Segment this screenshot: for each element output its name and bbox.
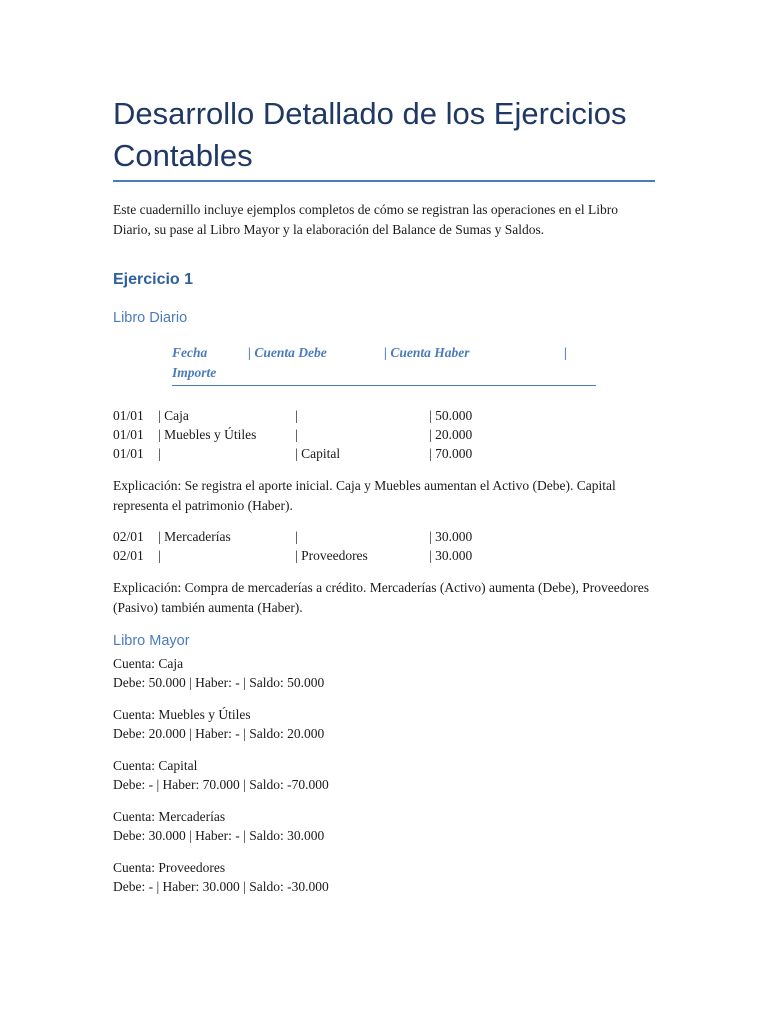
header-cuenta-debe: | Cuenta Debe bbox=[248, 345, 327, 360]
row-importe: | 20.000 bbox=[429, 427, 473, 442]
title-divider bbox=[113, 180, 655, 182]
row-importe: | 30.000 bbox=[429, 548, 473, 563]
row-cuenta-haber: | Proveedores bbox=[295, 548, 368, 563]
row-importe: | 30.000 bbox=[429, 529, 473, 544]
account-name: Cuenta: Muebles y Útiles bbox=[113, 707, 251, 722]
libro-diario-heading: Libro Diario bbox=[113, 310, 188, 326]
document-title: Desarrollo Detallado de los Ejercicios Contables bbox=[113, 96, 627, 173]
row-cuenta-debe: | Mercaderías bbox=[158, 529, 231, 544]
header-fecha: Fecha bbox=[172, 345, 208, 360]
account-name: Cuenta: Proveedores bbox=[113, 860, 226, 875]
explanation-2: Explicación: Compra de mercaderías a crédito. Mercaderías (Activo) aumenta (Debe), Proveedores (Pasivo) también aumenta (Haber). bbox=[113, 580, 650, 615]
row-cuenta-haber: | bbox=[295, 529, 298, 544]
row-cuenta-haber: | bbox=[295, 408, 298, 423]
account-detail: Debe: 30.000 | Haber: - | Saldo: 30.000 bbox=[113, 828, 325, 843]
row-importe: | 50.000 bbox=[429, 408, 473, 423]
exercise-heading: Ejercicio 1 bbox=[113, 271, 194, 288]
account-name: Cuenta: Mercaderías bbox=[113, 809, 226, 824]
account-name: Cuenta: Caja bbox=[113, 656, 184, 671]
header-underline bbox=[172, 385, 596, 386]
row-cuenta-haber: | Capital bbox=[295, 446, 341, 461]
header-separator: | bbox=[564, 345, 567, 360]
explanation-1: Explicación: Se registra el aporte inicial. Caja y Muebles aumentan el Activo (Debe). Capital representa el patrimonio (Haber). bbox=[113, 478, 616, 513]
account-detail: Debe: 20.000 | Haber: - | Saldo: 20.000 bbox=[113, 726, 325, 741]
row-fecha: 01/01 bbox=[113, 427, 144, 442]
row-cuenta-haber: | bbox=[295, 427, 298, 442]
row-cuenta-debe: | Muebles y Útiles bbox=[158, 427, 257, 442]
row-fecha: 02/01 bbox=[113, 548, 144, 563]
row-fecha: 02/01 bbox=[113, 529, 144, 544]
row-fecha: 01/01 bbox=[113, 408, 144, 423]
account-detail: Debe: 50.000 | Haber: - | Saldo: 50.000 bbox=[113, 675, 325, 690]
row-cuenta-debe: | bbox=[158, 446, 161, 461]
row-fecha: 01/01 bbox=[113, 446, 144, 461]
account-name: Cuenta: Capital bbox=[113, 758, 198, 773]
account-detail: Debe: - | Haber: 30.000 | Saldo: -30.000 bbox=[113, 879, 329, 894]
row-cuenta-debe: | Caja bbox=[158, 408, 189, 423]
libro-mayor-heading: Libro Mayor bbox=[113, 633, 190, 649]
header-cuenta-haber: | Cuenta Haber bbox=[384, 345, 470, 360]
account-detail: Debe: - | Haber: 70.000 | Saldo: -70.000 bbox=[113, 777, 329, 792]
row-importe: | 70.000 bbox=[429, 446, 473, 461]
header-importe: Importe bbox=[172, 365, 217, 380]
row-cuenta-debe: | bbox=[158, 548, 161, 563]
intro-paragraph: Este cuadernillo incluye ejemplos completos de cómo se registran las operaciones en el Libro Diario, su pase al Libro Mayor y la elaboración del Balance de Sumas y Saldos. bbox=[113, 202, 618, 237]
